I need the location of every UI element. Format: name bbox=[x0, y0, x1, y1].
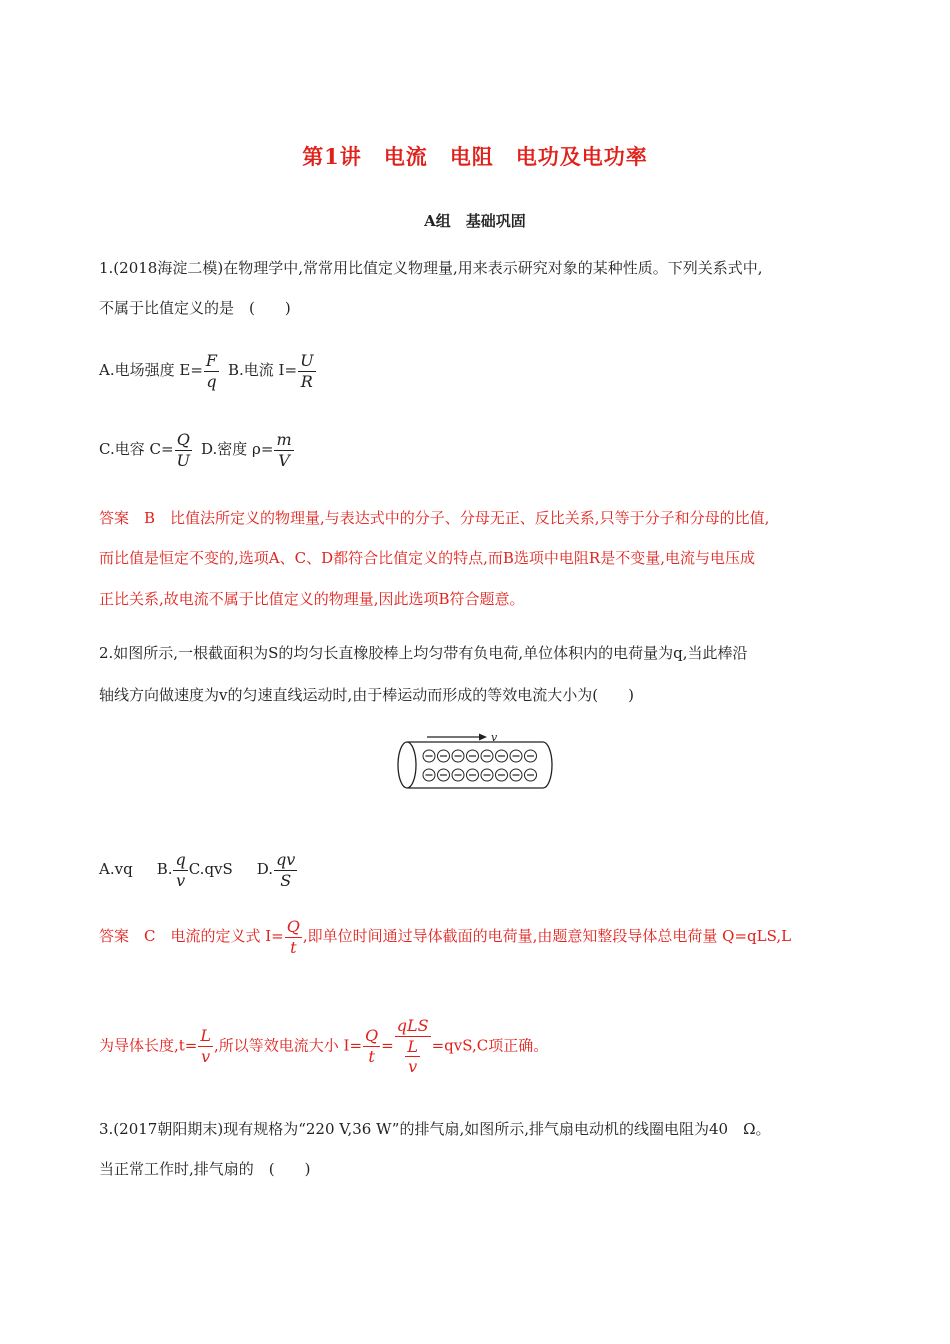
q1-options-ab bbox=[99, 352, 317, 390]
q1-option-d-label: D.密度 ρ= bbox=[201, 440, 274, 459]
q1-option-c-label: C.电容 C= bbox=[99, 440, 174, 459]
q1-answer-line1: 答案 B 比值法所定义的物理量,与表达式中的分子、分母无正、反比关系,只等于分子和分母的比值, bbox=[99, 509, 770, 527]
q2-stem-line1: 2.如图所示,一根截面积为S的均匀长直橡胶棒上均匀带有负电荷,单位体积内的电荷量为q,当此棒沿 bbox=[99, 644, 748, 662]
q3-stem-line1: 3.(2017朝阳期末)现有规格为“220 V,36 W”的排气扇,如图所示,排气扇电动机的线圈电阻为40 Ω。 bbox=[99, 1120, 771, 1138]
q1-option-d-fraction: $\frac{m}{V}$ bbox=[276, 430, 292, 470]
q1-option-a-label: A.电场强度 E= bbox=[99, 361, 203, 380]
q1-answer-line2: 而比值是恒定不变的,选项A、C、D都符合比值定义的特点,而B选项中电阻R是不变量,电流与电压成 bbox=[99, 549, 755, 567]
q2-options bbox=[99, 851, 298, 889]
q2-option-a: A.vq bbox=[99, 860, 133, 879]
page-title: 第1讲 电流 电阻 电功及电功率 bbox=[302, 144, 648, 169]
q2-option-b-fraction: $\frac{q}{v}$ bbox=[175, 850, 186, 890]
q2-option-d-fraction: $\frac{qv}{S}$ bbox=[276, 850, 296, 890]
q1-option-b-label: B.电流 I= bbox=[228, 361, 298, 380]
section-heading: A组 基础巩固 bbox=[424, 212, 526, 230]
q2-option-d-label: D. bbox=[256, 860, 274, 879]
q1-option-a-fraction: $\frac{F}{q}$ bbox=[205, 351, 217, 391]
q2-answer-line1: 答案 C 电流的定义式 I= $\frac{Q}{t}$ ,即单位时间通过导体截面的电荷量,由题意知整段导体总电荷量 Q=qLS,L bbox=[99, 917, 792, 957]
rubber-rod-figure bbox=[395, 730, 560, 792]
q1-stem-line1: 1.(2018海淀二模)在物理学中,常常用比值定义物理量,用来表示研究对象的某种性质。下列关系式中, bbox=[99, 259, 763, 277]
q2-answer-fraction-lv: $\frac{L}{v}$ bbox=[200, 1026, 211, 1066]
q3-stem-line2: 当正常工作时,排气扇的 ( ) bbox=[99, 1160, 311, 1178]
q2-stem-line2: 轴线方向做速度为v的匀速直线运动时,由于棒运动而形成的等效电流大小为( ) bbox=[99, 686, 634, 704]
q1-stem-line2: 不属于比值定义的是 ( ) bbox=[99, 299, 291, 317]
q2-option-c: C.qvS bbox=[188, 860, 233, 879]
q1-option-c-fraction: $\frac{Q}{U}$ bbox=[176, 430, 191, 470]
q2-answer-compound-fraction: $\frac{\text{qLS}}{\frac{L}{v}}$ bbox=[396, 1016, 429, 1077]
q1-option-b-fraction: $\frac{U}{R}$ bbox=[300, 351, 314, 391]
q2-answer-fraction-qt2: $\frac{Q}{t}$ bbox=[365, 1026, 379, 1066]
velocity-label: v bbox=[491, 731, 498, 744]
q1-options-cd bbox=[99, 431, 295, 469]
q1-answer-line3: 正比关系,故电流不属于比值定义的物理量,因此选项B符合题意。 bbox=[99, 590, 525, 608]
negative-charges bbox=[423, 750, 537, 781]
q2-option-b-label: B. bbox=[156, 860, 173, 879]
q2-answer-fraction-qt: $\frac{Q}{t}$ bbox=[286, 917, 300, 957]
q2-answer-line2: 为导体长度,t= $\frac{L}{v}$ ,所以等效电流大小 I= $\frac{Q}{t}$ = $\frac{\text{qLS}}{\frac{L}{v}}$ =qvS,C项正确。 bbox=[99, 1016, 549, 1077]
